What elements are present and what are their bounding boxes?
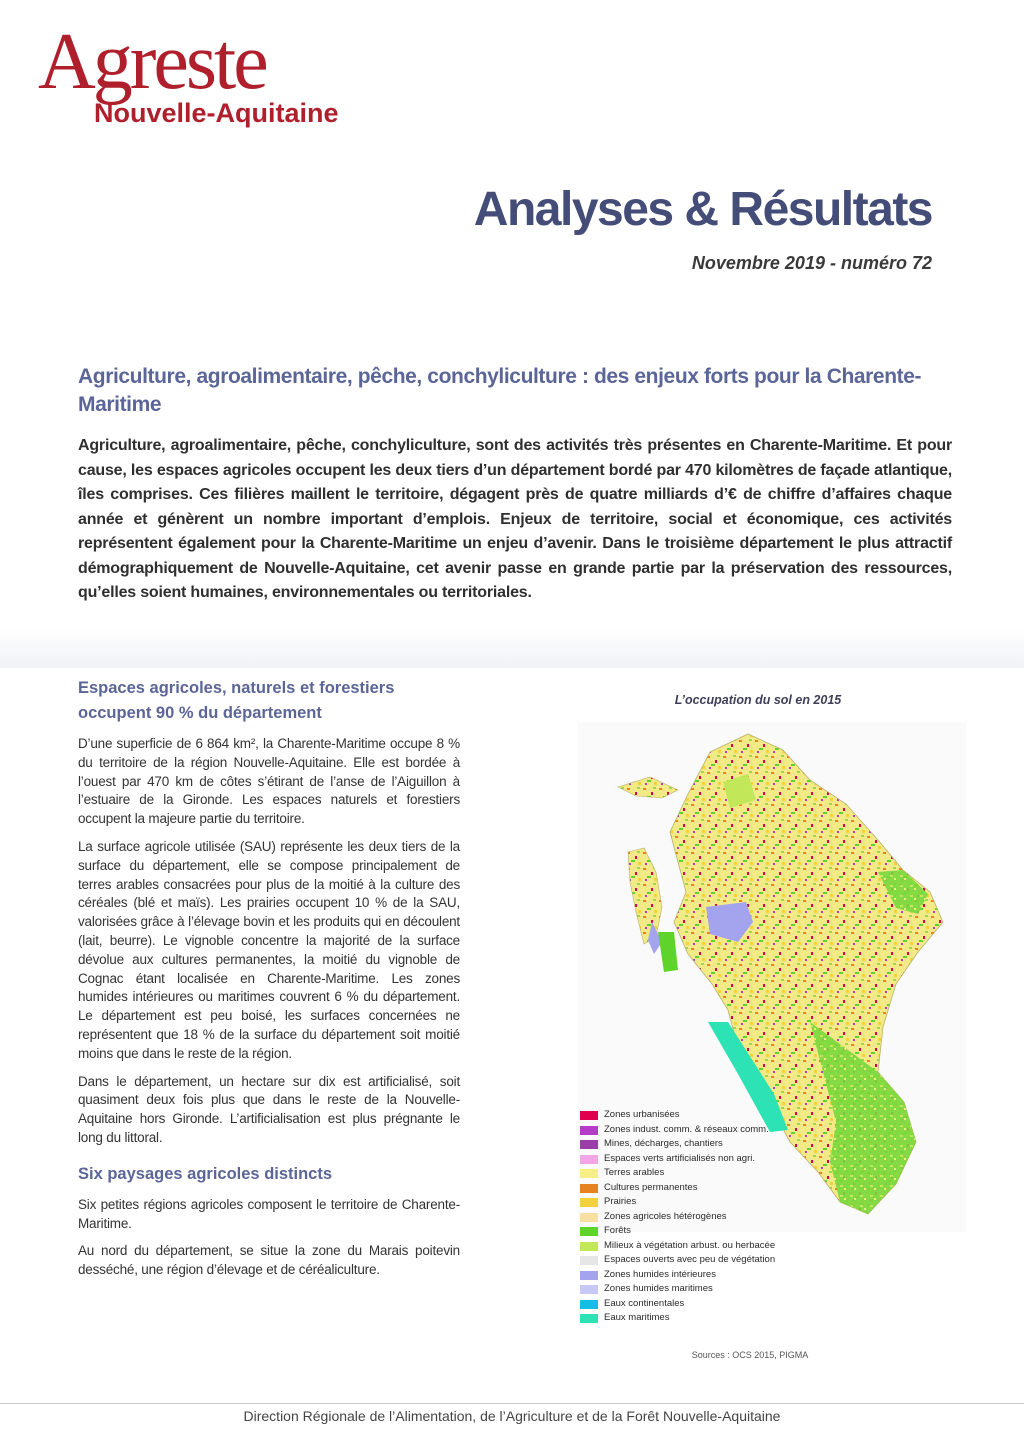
legend-label: Terres arables [604,1167,665,1178]
legend-label: Zones humides intérieures [604,1268,716,1280]
legend-item [580,1152,820,1167]
article-headline: Agriculture, agroalimentaire, pêche, conchyliculture : des enjeux forts pour la Charente-Maritime [78,365,922,416]
legend-swatch [580,1169,598,1178]
issue-date-number: Novembre 2019 - numéro 72 [691,253,932,273]
legend-swatch [580,1227,598,1236]
footer-divider [0,1403,1024,1404]
legend-label: Mines, décharges, chantiers [604,1138,723,1149]
legend-item [580,1210,820,1225]
body-paragraph: D’une superficie de 6 864 km², la Charente-Maritime occupe 8 % du territoire de la région Nouvelle-Aquitaine. Elle est bordée à l’ouest par 470 km de côtes s’étirant de l’anse de l’Aiguillon à l’estuaire de la Gironde. Les espaces naturels et forestiers occupent la majeure partie du territoire. [78,736,460,827]
legend-item [580,1166,820,1181]
legend-item [580,1123,820,1138]
legend-item [580,1239,820,1254]
agreste-logo: Agreste [38,18,266,106]
legend-item [580,1181,820,1196]
legend-item [580,1137,820,1152]
legend-swatch [580,1140,598,1149]
legend-label: Zones agricoles hétérogènes [604,1210,727,1222]
body-paragraph: La surface agricole utilisée (SAU) représente les deux tiers de la surface du département, elle se compose principalement de terres arables consacrées pour plus de la moitié à la culture des céréales (blé et maïs). Les prairies occupent 10 % de la SAU, valorisées grâce à l’élevage bovin et les produits qui en découlent (lait, beurre). Le vignoble concentre la majorité de la surface dévolue aux cultures permanentes, la moitié du vignoble de Cognac étant localisée en Charente-Maritime. Les zones humides intérieures ou maritimes couvrent 6 % du département. Le département est peu boisé, les surfaces concernées ne représentent que 18 % de la surface du département soit moitié moins que dans le reste de la région. [78,838,460,1061]
legend-label: Zones humides maritimes [604,1283,713,1294]
legend-item [580,1224,820,1239]
legend-swatch [580,1242,598,1251]
legend-item [580,1253,820,1268]
legend-swatch [580,1314,598,1323]
legend-item [580,1297,820,1312]
legend-swatch [580,1111,598,1120]
legend-label: Zones indust. comm. & réseaux comm. [604,1123,769,1135]
legend-label: Eaux continentales [604,1297,685,1309]
legend-swatch [580,1213,598,1222]
section-title: Six paysages agricoles distincts [78,1164,333,1183]
legend-swatch [580,1198,598,1207]
intro-paragraph: Agriculture, agroalimentaire, pêche, conchyliculture, sont des activités très présentes en Charente-Maritime. Et pour cause, les espaces agricoles occupent les deux tiers d’un département bordé par 470 kilomètres de façade atlantique, îles comprises. Ces filières maillent le territoire, dégagent près de quatre milliards d’€ de chiffre d’affaires chaque année et génèrent un nombre important d’emplois. Enjeux de territoire, social et économique, ces activités représentent également pour la Charente-Maritime un enjeu d’avenir. Dans le troisième département le plus attractif démographiquement de Nouvelle-Aquitaine, cet avenir passe en grande partie par la préservation des ressources, qu’elles soient humaines, environnementales ou territoriales. [78,437,952,601]
region-name: Nouvelle-Aquitaine [94,98,339,128]
legend-item [580,1282,820,1297]
legend-swatch [580,1285,598,1294]
footer-text: Direction Régionale de l’Alimentation, de l’Agriculture et de la Forêt Nouvelle-Aquitaine [243,1408,781,1424]
body-paragraph: Au nord du département, se situe la zone du Marais poitevin desséché, une région d’élevage et de céréaliculture. [78,1243,460,1278]
legend-label: Eaux maritimes [604,1312,670,1323]
legend-label: Espaces ouverts avec peu de végétation [604,1254,776,1265]
map-legend [580,1108,820,1326]
legend-swatch [580,1256,598,1265]
legend-swatch [580,1126,598,1135]
legend-swatch [580,1300,598,1309]
legend-label: Cultures permanentes [604,1181,698,1193]
legend-label: Milieux à végétation arbust. ou herbacée [604,1239,776,1251]
legend-item [580,1268,820,1283]
legend-label: Prairies [604,1196,637,1207]
intro-background-band [0,628,1024,668]
legend-label: Espaces verts artificialisés non agri. [604,1152,756,1164]
publication-series-title: Analyses & Résultats [473,183,932,236]
legend-label: Forêts [604,1225,631,1236]
legend-swatch [580,1155,598,1164]
legend-item [580,1108,820,1123]
legend-item [580,1195,820,1210]
legend-swatch [580,1184,598,1193]
map-caption: L’occupation du sol en 2015 [674,693,842,707]
legend-label: Zones urbanisées [604,1109,680,1120]
map-sources: Sources : OCS 2015, PIGMA [691,1350,809,1360]
legend-swatch [580,1271,598,1280]
left-column [78,676,460,1289]
legend-item [580,1311,820,1326]
body-paragraph: Dans le département, un hectare sur dix est artificialisé, soit quasiment deux fois plus que dans le reste de la Nouvelle-Aquitaine hors Gironde. L’artificialisation est plus prégnante le long du littoral. [78,1073,460,1145]
section-title: Espaces agricoles, naturels et forestiers occupent 90 % du département [78,679,395,722]
body-paragraph: Six petites régions agricoles composent le territoire de Charente-Maritime. [78,1196,460,1231]
